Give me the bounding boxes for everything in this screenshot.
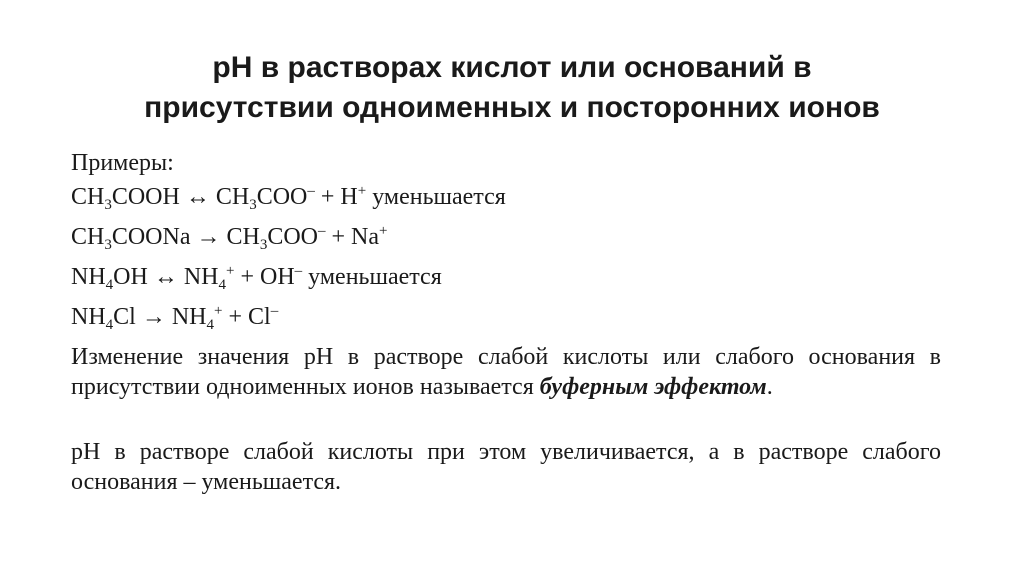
- equation-acetic-acid: $CH_3COOH$ ↔ $CH_3COO^- + H^+$ уменьшается: [71, 183, 506, 213]
- ph-change-paragraph: pH в растворе слабой кислоты при этом увеличивается, а в растворе слабого основания – уменьшается.: [71, 439, 941, 495]
- equation-sodium-acetate: $CH_3COONa \to CH_3COO^- + Na^+$: [71, 223, 388, 253]
- buffer-effect-paragraph: Изменение значения pH в растворе слабой кислоты или слабого основания в присутствии одноименных ионов называется буферным эффектом.: [71, 344, 941, 400]
- title-line-2: присутствии одноименных и посторонних ионов: [144, 91, 880, 124]
- examples-label: Примеры:: [71, 150, 174, 176]
- slide-title: [40, 48, 984, 128]
- buffer-effect-term: буферным эффектом: [539, 374, 767, 400]
- equation-ammonium-hydroxide: $NH_4OH$ ↔ $NH_4^+ + OH^-$ уменьшается: [71, 263, 442, 293]
- title-line-1: pH в растворах кислот или оснований в: [212, 51, 812, 84]
- equation-ammonium-chloride: $NH_4Cl \to NH_4^+ + Cl^-$: [71, 303, 279, 333]
